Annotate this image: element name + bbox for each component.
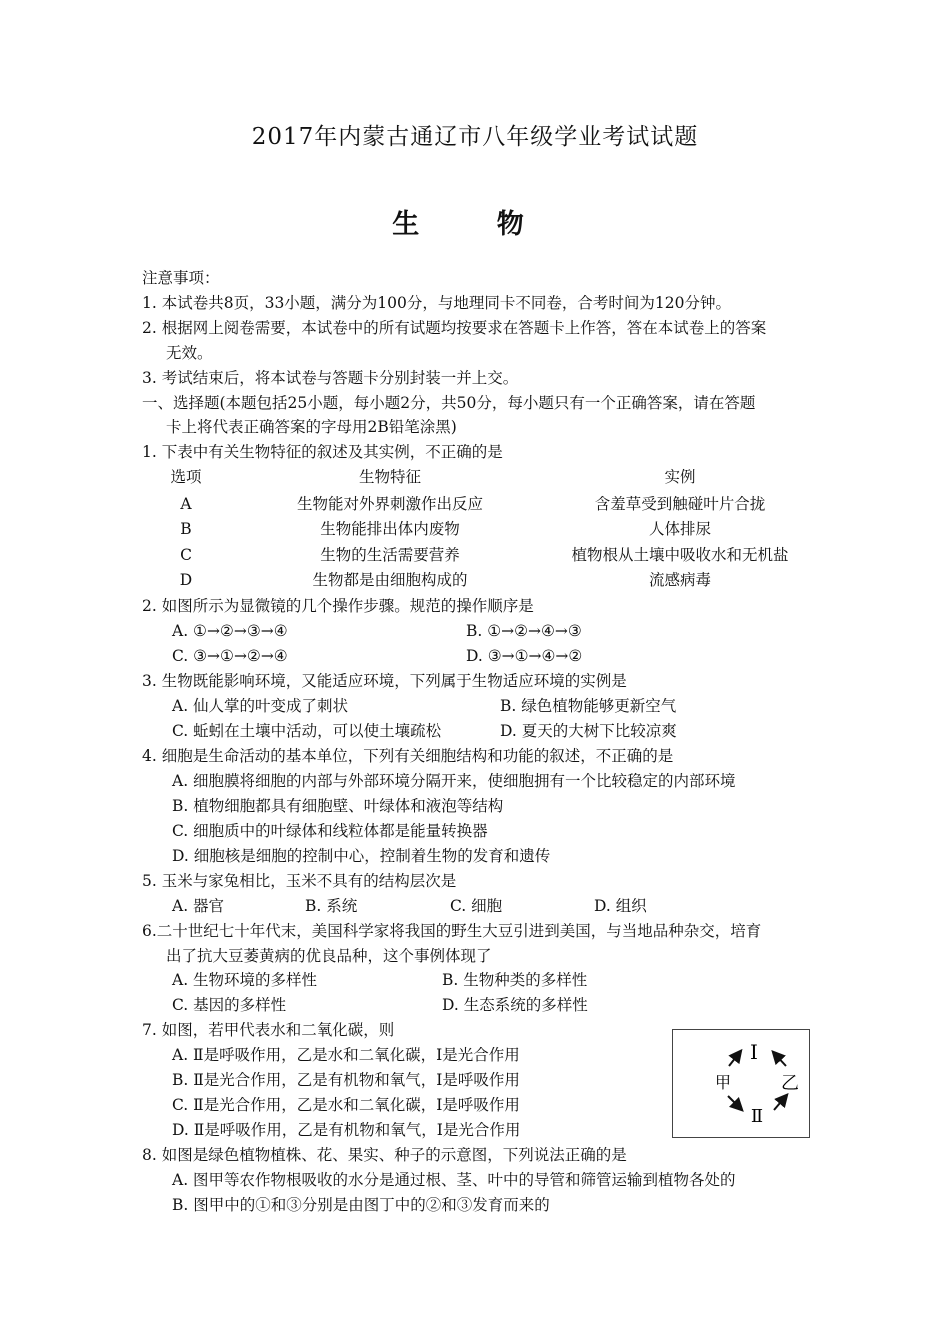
arrow-left-to-top <box>729 1052 740 1066</box>
notice-item: 3. 考试结束后，将本试卷与答题卡分别封装一并上交。 <box>142 369 519 387</box>
question-stem: 8. 如图是绿色植物植株、花、果实、种子的示意图，下列说法正确的是 <box>142 1146 627 1164</box>
table-header: 实例 <box>664 468 696 486</box>
cycle-diagram-svg <box>673 1030 809 1137</box>
answer-option: D. ③→①→④→② <box>466 647 583 665</box>
answer-option: B. 植物细胞都具有细胞壁、叶绿体和液泡等结构 <box>172 797 504 815</box>
question-stem: 1. 下表中有关生物特征的叙述及其实例，不正确的是 <box>142 443 503 461</box>
question-stem: 5. 玉米与家兔相比，玉米不具有的结构层次是 <box>142 872 457 890</box>
answer-option: B. ①→②→④→③ <box>466 622 582 640</box>
notice-item: 1. 本试卷共8页，33小题，满分为100分，与地理同卡不同卷，合考时间为120分钟。 <box>142 294 731 312</box>
answer-option: C. 细胞质中的叶绿体和线粒体都是能量转换器 <box>172 822 488 840</box>
answer-option: B. 图甲中的①和③分别是由图丁中的②和③发育而来的 <box>172 1196 550 1214</box>
notice-item: 2. 根据网上阅卷需要，本试卷中的所有试题均按要求在答题卡上作答，答在本试卷上的答案 <box>142 319 767 337</box>
answer-option: C. 细胞 <box>450 897 503 915</box>
table-cell: D <box>179 571 193 589</box>
answer-option: A. 生物环境的多样性 <box>172 971 318 989</box>
table-cell: 植物根从土壤中吸收水和无机盐 <box>571 546 789 564</box>
answer-option: B. 绿色植物能够更新空气 <box>500 697 677 715</box>
diagram-label-bottom: Ⅱ <box>750 1106 764 1127</box>
question-stem: 7. 如图，若甲代表水和二氧化碳，则 <box>142 1021 395 1039</box>
answer-option: C. 蚯蚓在土壤中活动，可以使土壤疏松 <box>172 722 442 740</box>
answer-option: B. 生物种类的多样性 <box>442 971 588 989</box>
arrow-right-to-top <box>774 1053 786 1066</box>
notice-item: 无效。 <box>166 344 213 362</box>
answer-option: A. 图甲等农作物根吸收的水分是通过根、茎、叶中的导管和筛管运输到植物各处的 <box>172 1171 736 1189</box>
table-cell: 生物的生活需要营养 <box>320 546 460 564</box>
answer-option: A. 器官 <box>172 897 225 915</box>
question-stem: 2. 如图所示为显微镜的几个操作步骤。规范的操作顺序是 <box>142 597 534 615</box>
table-header: 生物特征 <box>358 468 421 486</box>
diagram-label-left: 甲 <box>714 1073 732 1092</box>
answer-option: D. Ⅱ是呼吸作用，乙是有机物和氧气，Ⅰ是光合作用 <box>172 1121 521 1139</box>
table-cell: 含羞草受到触碰叶片合拢 <box>594 495 766 513</box>
answer-option: D. 组织 <box>594 897 647 915</box>
notice-heading: 注意事项： <box>142 269 220 287</box>
answer-option: C. 基因的多样性 <box>172 996 287 1014</box>
answer-option: B. 系统 <box>305 897 358 915</box>
diagram-label-right: 乙 <box>781 1073 799 1094</box>
table-cell: 流感病毒 <box>648 571 711 589</box>
answer-option: A. 细胞膜将细胞的内部与外部环境分隔开来，使细胞拥有一个比较稳定的内部环境 <box>172 772 736 790</box>
answer-option: A. ①→②→③→④ <box>172 622 288 640</box>
subject-title: 生 物 <box>392 209 558 240</box>
diagram-label-top: Ⅰ <box>750 1040 758 1064</box>
answer-option: A. 仙人掌的叶变成了刺状 <box>172 697 349 715</box>
answer-option: C. ③→①→②→④ <box>172 647 288 665</box>
exam-title: 2017年内蒙古通辽市八年级学业考试试题 <box>251 124 699 150</box>
table-header: 选项 <box>170 468 202 486</box>
answer-option: D. 细胞核是细胞的控制中心，控制着生物的发育和遗传 <box>172 847 551 865</box>
question-stem: 6.二十世纪七十年代末，美国科学家将我国的野生大豆引进到美国，与当地品种杂交，培育 <box>142 922 762 940</box>
table-cell: 生物能对外界刺激作出反应 <box>296 495 483 513</box>
table-cell: A <box>180 495 192 513</box>
arrow-bottom-to-right <box>774 1096 786 1110</box>
answer-option: B. Ⅱ是光合作用，乙是有机物和氧气，Ⅰ是呼吸作用 <box>172 1071 520 1089</box>
answer-option: A. Ⅱ是呼吸作用，乙是水和二氧化碳，Ⅰ是光合作用 <box>172 1046 520 1064</box>
question-stem: 4. 细胞是生命活动的基本单位，下列有关细胞结构和功能的叙述，不正确的是 <box>142 747 674 765</box>
answer-option: D. 生态系统的多样性 <box>442 996 588 1014</box>
section-heading: 一、选择题(本题包括25小题，每小题2分，共50分，每小题只有一个正确答案，请在答题 <box>142 394 756 412</box>
table-cell: 生物都是由细胞构成的 <box>312 571 468 589</box>
question-stem: 3. 生物既能影响环境，又能适应环境，下列属于生物适应环境的实例是 <box>142 672 627 690</box>
table-cell: C <box>180 546 192 564</box>
section-heading-cont: 卡上将代表正确答案的字母用2B铅笔涂黑) <box>166 418 457 436</box>
answer-option: D. 夏天的大树下比较凉爽 <box>500 722 677 740</box>
table-cell: B <box>180 520 192 538</box>
table-cell: 人体排尿 <box>648 520 711 538</box>
question-stem-cont: 出了抗大豆萎黄病的优良品种，这个事例体现了 <box>166 947 492 965</box>
cycle-diagram <box>672 1029 810 1138</box>
table-cell: 生物能排出体内废物 <box>320 520 460 538</box>
arrow-left-to-bottom <box>728 1096 741 1109</box>
answer-option: C. Ⅱ是光合作用，乙是水和二氧化碳，Ⅰ是呼吸作用 <box>172 1096 520 1114</box>
